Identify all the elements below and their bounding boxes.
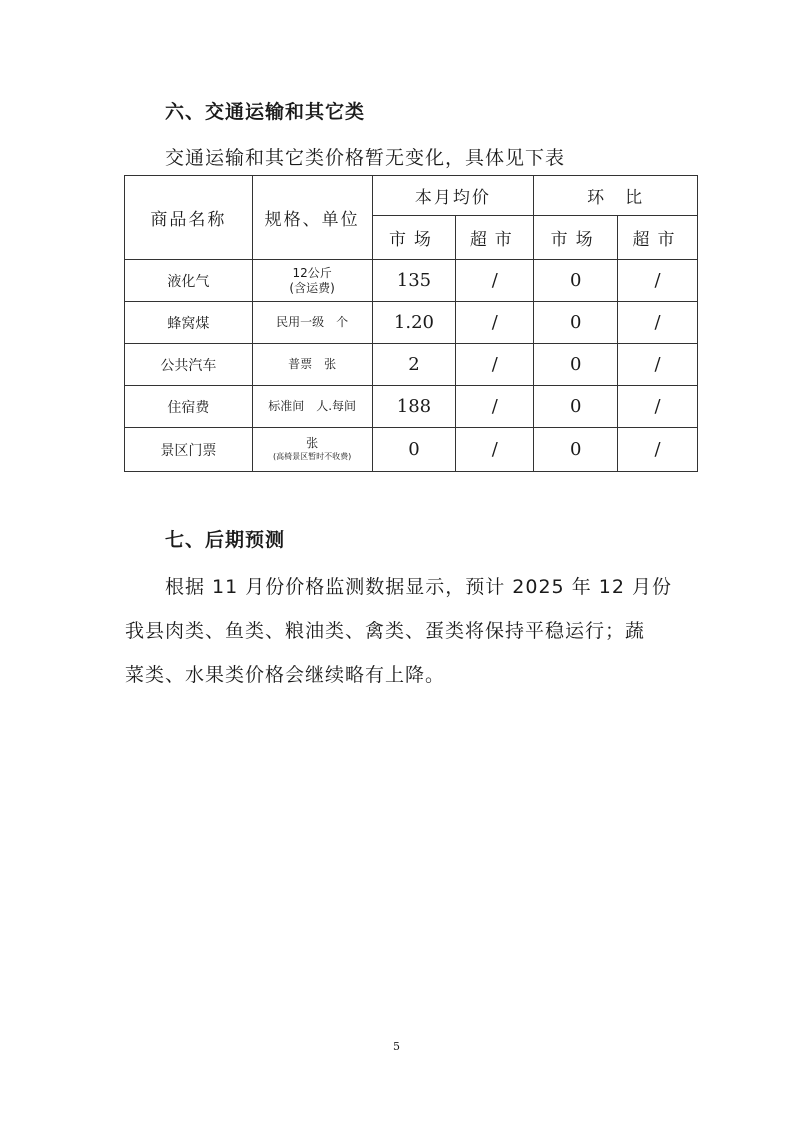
forecast-line-1: 根据 11 月份价格监测数据显示，预计 2025 年 12 月份: [165, 576, 672, 598]
subheader-mom-supermarket: 超市: [618, 216, 698, 260]
section6-intro: 交通运输和其它类价格暂无变化，具体见下表: [165, 147, 566, 169]
row-mom-market: 0: [534, 344, 618, 386]
row-avg-market: 0: [372, 428, 456, 472]
row-mom-supermarket: /: [618, 428, 698, 472]
row-spec: 标准间 人.每间: [252, 386, 372, 428]
row-spec: 普票 张: [252, 344, 372, 386]
row-spec-text: 张: [306, 436, 319, 450]
row-mom-market: 0: [534, 260, 618, 302]
table-row: [125, 428, 698, 472]
row-avg-market: 1.20: [372, 302, 456, 344]
section7-heading: 七、后期预测: [165, 529, 286, 551]
row-spec-note: (含运费): [289, 280, 335, 295]
subheader-avg-market: 市场: [372, 216, 456, 260]
row-name: 景区门票: [125, 428, 253, 472]
table-row: [125, 260, 698, 302]
row-avg-supermarket: /: [456, 302, 534, 344]
subheader-mom-market: 市场: [534, 216, 618, 260]
forecast-line-3: 菜类、水果类价格会继续略有上降。: [125, 664, 446, 686]
row-name: 蜂窝煤: [125, 302, 253, 344]
row-spec-text: 12公斤: [292, 265, 332, 280]
row-mom-supermarket: /: [618, 260, 698, 302]
row-avg-market: 188: [372, 386, 456, 428]
row-spec: [252, 260, 372, 302]
row-name: 公共汽车: [125, 344, 253, 386]
table-row: [125, 386, 698, 428]
row-mom-market: 0: [534, 386, 618, 428]
row-avg-supermarket: /: [456, 428, 534, 472]
table-header-row: [125, 176, 698, 216]
row-name: 液化气: [125, 260, 253, 302]
row-spec-note: (高椅景区暂时不收费): [272, 452, 352, 461]
row-spec: 民用一级 个: [252, 302, 372, 344]
header-monthly-average: 本月均价: [372, 176, 534, 216]
subheader-avg-supermarket: 超市: [456, 216, 534, 260]
header-month-on-month: 环 比: [534, 176, 698, 216]
table-row: [125, 344, 698, 386]
price-table: [124, 175, 698, 472]
row-spec: [252, 428, 372, 472]
row-mom-supermarket: /: [618, 386, 698, 428]
row-avg-market: 2: [372, 344, 456, 386]
row-avg-supermarket: /: [456, 344, 534, 386]
table-row: [125, 302, 698, 344]
row-avg-market: 135: [372, 260, 456, 302]
page-number: 5: [393, 1040, 400, 1053]
row-mom-market: 0: [534, 302, 618, 344]
header-spec-unit: 规格、单位: [252, 176, 372, 260]
section6-heading: 六、交通运输和其它类: [165, 101, 366, 123]
row-name: 住宿费: [125, 386, 253, 428]
row-mom-supermarket: /: [618, 344, 698, 386]
header-item-name: 商品名称: [125, 176, 253, 260]
forecast-line-2: 我县肉类、鱼类、粮油类、禽类、蛋类将保持平稳运行；蔬: [125, 620, 646, 642]
row-avg-supermarket: /: [456, 260, 534, 302]
row-avg-supermarket: /: [456, 386, 534, 428]
row-mom-market: 0: [534, 428, 618, 472]
row-mom-supermarket: /: [618, 302, 698, 344]
